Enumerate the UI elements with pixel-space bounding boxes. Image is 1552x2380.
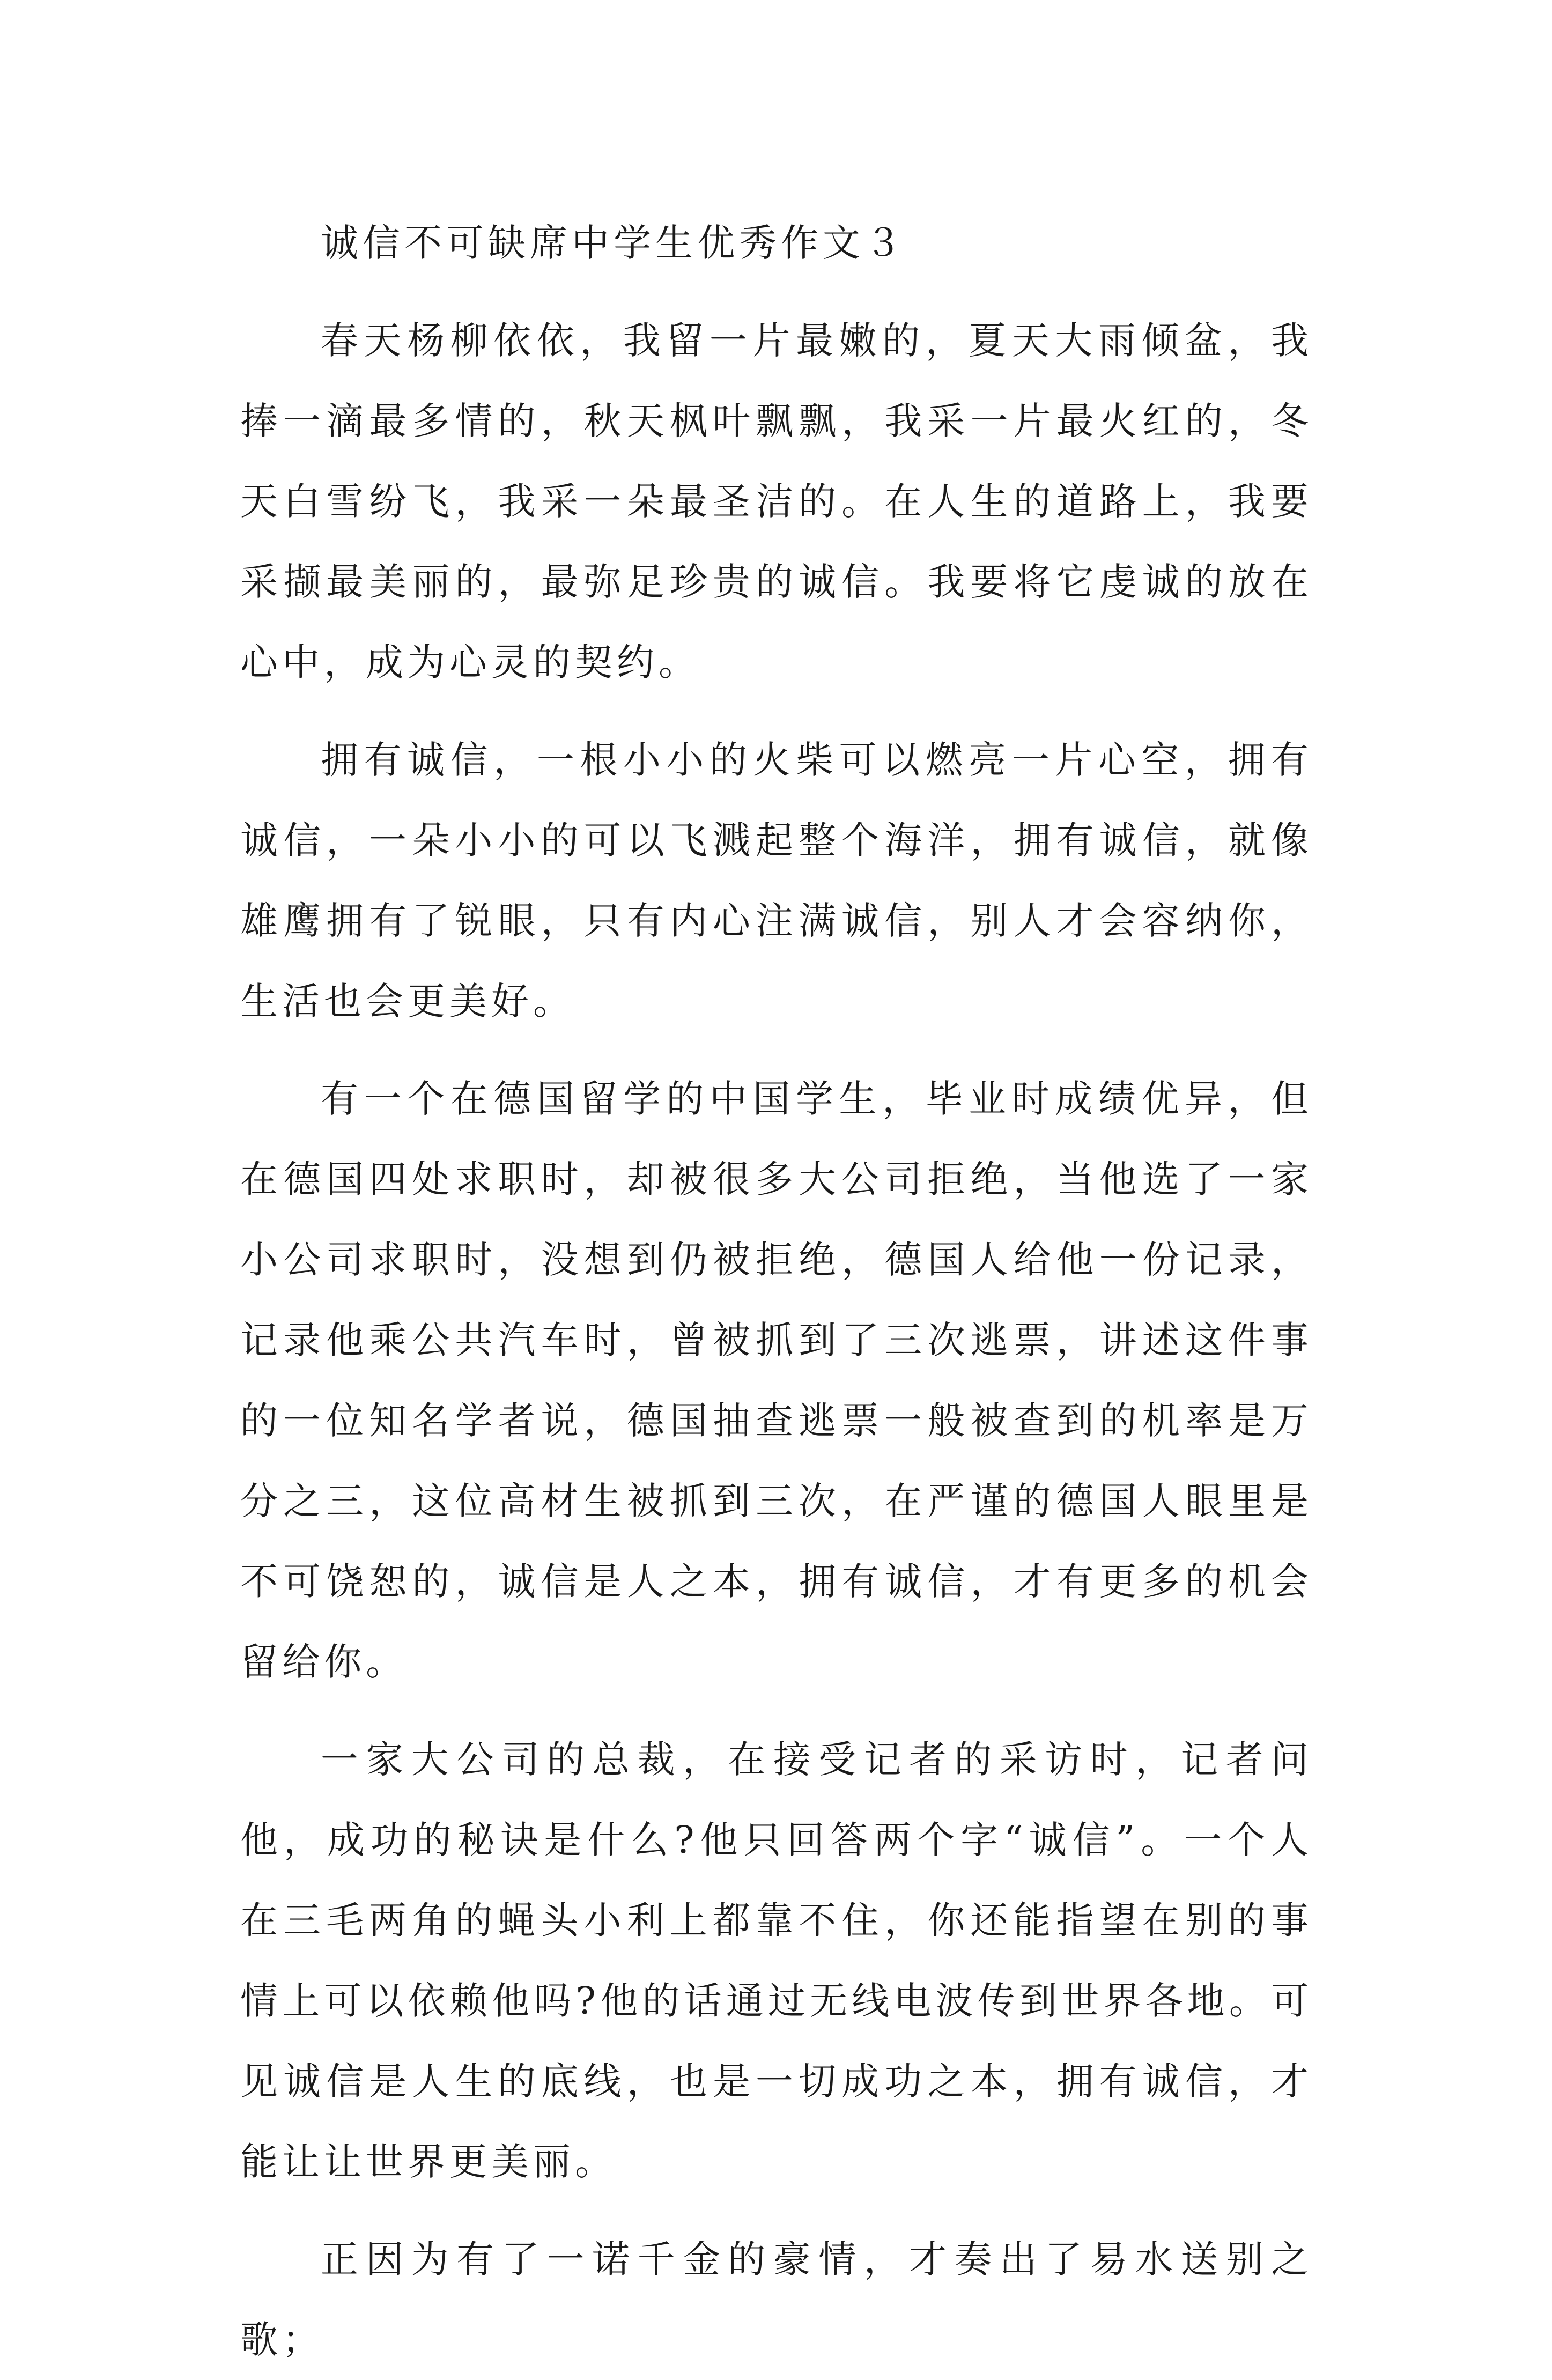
spacer [240, 2202, 1313, 2219]
spacer [240, 283, 1313, 300]
paragraph-4: 一家大公司的总裁，在接受记者的采访时，记者问他，成功的秘诀是什么?他只回答两个字“诚信”。一个人在三毛两角的蝇头小利上都靠不住，你还能指望在别的事情上可以依赖他吗?他的话通过无线电波传到世界各地。可见诚信是人生的底线，也是一切成功之本，拥有诚信，才能让让世界更美丽。 [240, 1738, 1313, 2184]
spacer [240, 703, 1313, 720]
document-title: 诚信不可缺席中学生优秀作文３ [321, 221, 906, 265]
paragraph-5: 正因为有了一诺千金的豪情，才奏出了易水送别之歌； [240, 2237, 1313, 2362]
spacer [240, 1041, 1313, 1059]
document-body [240, 203, 1313, 2380]
paragraph-2: 拥有诚信，一根小小的火柴可以燃亮一片心空，拥有诚信，一朵小小的可以飞溅起整个海洋，拥有诚信，就像雄鹰拥有了锐眼，只有内心注满诚信，别人才会容纳你，生活也会更美好。 [240, 738, 1313, 1023]
spacer [240, 1702, 1313, 1719]
paragraph-1: 春天杨柳依依，我留一片最嫩的，夏天大雨倾盆，我捧一滴最多情的，秋天枫叶飘飘，我采一片最火红的，冬天白雪纷飞，我采一朵最圣洁的。在人生的道路上，我要采撷最美丽的，最弥足珍贵的诚信。我要将它虔诚的放在心中，成为心灵的契约。 [240, 319, 1313, 684]
paragraph-3: 有一个在德国留学的中国学生，毕业时成绩优异，但在德国四处求职时，却被很多大公司拒绝，当他选了一家小公司求职时，没想到仍被拒绝，德国人给他一份记录，记录他乘公共汽车时，曾被抓到了三次逃票，讲述这件事的一位知名学者说，德国抽查逃票一般被查到的机率是万分之三，这位高材生被抓到三次，在严谨的德国人眼里是不可饶恕的，诚信是人之本，拥有诚信，才有更多的机会留给你。 [240, 1077, 1313, 1684]
